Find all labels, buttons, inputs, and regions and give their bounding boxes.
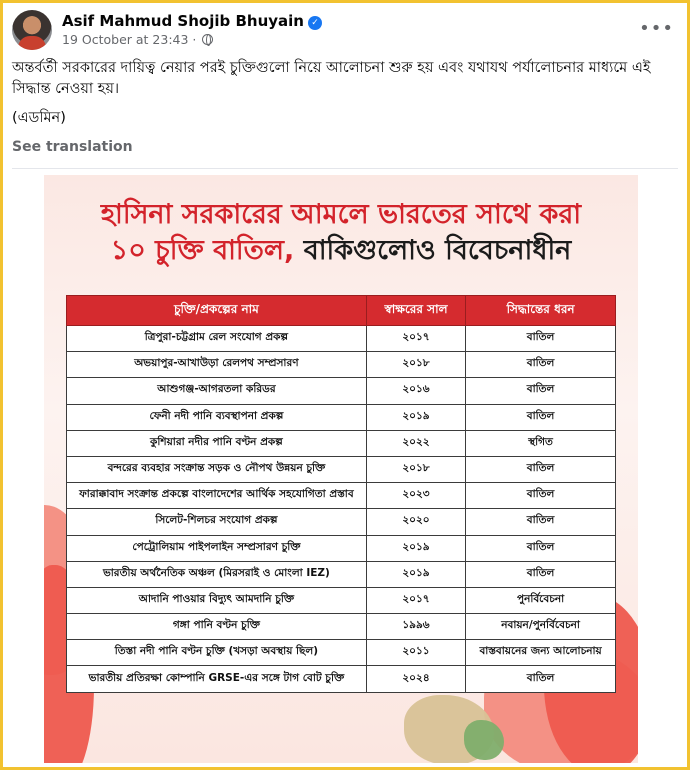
post-signature: (এডমিন) [12, 110, 66, 126]
table-row [67, 561, 616, 587]
deal-name-cell: ফেনী নদী পানি ব্যবস্থাপনা প্রকল্প [67, 404, 367, 430]
deal-name-cell: অভয়াপুর-আখাউড়া রেলপথ সম্প্রসারণ [67, 352, 367, 378]
table-row [67, 352, 616, 378]
deal-decision-cell: বাতিল [466, 404, 616, 430]
verified-badge-icon: ✓ [308, 16, 322, 30]
deal-decision-cell: বাতিল [466, 535, 616, 561]
column-header: চুক্তি/প্রকল্পের নাম [67, 296, 367, 326]
deal-name-cell: পেট্রোলিয়াম পাইপলাইন সম্প্রসারণ চুক্তি [67, 535, 367, 561]
deal-decision-cell: বাস্তবায়নের জন্য আলোচনায় [466, 640, 616, 666]
post-image[interactable] [44, 175, 638, 763]
headline-line-2 [44, 233, 638, 269]
author-avatar[interactable] [12, 10, 52, 50]
deal-year-cell: ২০১৭ [366, 326, 465, 352]
table-row [67, 456, 616, 482]
deal-decision-cell: বাতিল [466, 666, 616, 692]
deal-name-cell: আশুগঞ্জ-আগরতলা করিডর [67, 378, 367, 404]
deal-name-cell: সিলেট-শিলচর সংযোগ প্রকল্প [67, 509, 367, 535]
table-row [67, 587, 616, 613]
deal-name-cell: ভারতীয় প্রতিরক্ষা কোম্পানি GRSE-এর সঙ্গে টাগ বোট চুক্তি [67, 666, 367, 692]
table-row [67, 378, 616, 404]
see-translation-link[interactable]: See translation [12, 139, 133, 155]
deal-name-cell: ফারাক্কাবাদ সংক্রান্ত প্রকল্পে বাংলাদেশের আর্থিক সহযোগিতা প্রস্তাব [67, 483, 367, 509]
deal-decision-cell: পুনর্বিবেচনা [466, 587, 616, 613]
deal-decision-cell: বাতিল [466, 326, 616, 352]
post-body-text: অন্তর্বর্তী সরকারের দায়িত্ব নেয়ার পরই চুক্তিগুলো নিয়ে আলোচনা শুরু হয় এবং যথাযথ পর্যালোচনার মাধ্যমে এই সিদ্ধান্ত নেওয়া হয়। [12, 60, 651, 97]
deal-decision-cell: বাতিল [466, 456, 616, 482]
meta-separator: · [192, 32, 197, 47]
deal-decision-cell: বাতিল [466, 378, 616, 404]
deal-decision-cell: নবায়ন/পুনর্বিবেচনা [466, 614, 616, 640]
column-header: সিদ্ধান্তের ধরন [466, 296, 616, 326]
deal-year-cell: ২০১৮ [366, 352, 465, 378]
globe-icon [202, 34, 213, 45]
poster-headline [44, 197, 638, 269]
post-timestamp[interactable]: 19 October at 23:43 [62, 32, 189, 47]
divider [12, 168, 678, 169]
deal-decision-cell: বাতিল [466, 509, 616, 535]
deals-table [66, 295, 616, 693]
headline-line-2-black: বাকিগুলোও বিবেচনাধীন [294, 235, 572, 266]
deal-decision-cell: স্থগিত [466, 430, 616, 456]
deal-name-cell: আদানি পাওয়ার বিদ্যুৎ আমদানি চুক্তি [67, 587, 367, 613]
map-shape-decor [464, 720, 504, 760]
headline-line-2-red: ১০ চুক্তি বাতিল, [110, 235, 295, 266]
deal-year-cell: ২০১১ [366, 640, 465, 666]
deal-decision-cell: বাতিল [466, 483, 616, 509]
table-row [67, 535, 616, 561]
deal-name-cell: কুশিয়ারা নদীর পানি বণ্টন প্রকল্প [67, 430, 367, 456]
post-meta [62, 32, 213, 47]
deal-year-cell: ২০১৯ [366, 404, 465, 430]
author-name-text[interactable]: Asif Mahmud Shojib Bhuyain [62, 12, 304, 30]
table-row [67, 404, 616, 430]
deal-year-cell: ২০১৯ [366, 535, 465, 561]
deal-name-cell: ভারতীয় অর্থনৈতিক অঞ্চল (মিরসরাই ও মোংলা IEZ) [67, 561, 367, 587]
table-row [67, 614, 616, 640]
deal-decision-cell: বাতিল [466, 561, 616, 587]
table-row [67, 483, 616, 509]
deal-year-cell: ১৯৯৬ [366, 614, 465, 640]
table-header-row [67, 296, 616, 326]
post-header [12, 10, 678, 54]
deal-name-cell: বন্দরের ব্যবহার সংক্রান্ত সড়ক ও নৌপথ উন্নয়ন চুক্তি [67, 456, 367, 482]
deal-year-cell: ২০২২ [366, 430, 465, 456]
table-row [67, 430, 616, 456]
table-row [67, 666, 616, 692]
table-row [67, 509, 616, 535]
deal-year-cell: ২০২৪ [366, 666, 465, 692]
table-row [67, 640, 616, 666]
deal-year-cell: ২০১৮ [366, 456, 465, 482]
headline-line-1: হাসিনা সরকারের আমলে ভারতের সাথে করা [100, 199, 582, 230]
deal-name-cell: ত্রিপুরা-চট্টগ্রাম রেল সংযোগ প্রকল্প [67, 326, 367, 352]
column-header: স্বাক্ষরের সাল [366, 296, 465, 326]
table-row [67, 326, 616, 352]
deal-year-cell: ২০১৯ [366, 561, 465, 587]
more-options-icon[interactable]: ••• [639, 18, 674, 39]
author-name[interactable] [62, 12, 322, 30]
deal-year-cell: ২০২৩ [366, 483, 465, 509]
deal-year-cell: ২০২০ [366, 509, 465, 535]
deal-decision-cell: বাতিল [466, 352, 616, 378]
deal-name-cell: তিস্তা নদী পানি বণ্টন চুক্তি (খসড়া অবস্থায় ছিল) [67, 640, 367, 666]
deal-year-cell: ২০১৭ [366, 587, 465, 613]
deal-year-cell: ২০১৬ [366, 378, 465, 404]
deal-name-cell: গঙ্গা পানি বণ্টন চুক্তি [67, 614, 367, 640]
